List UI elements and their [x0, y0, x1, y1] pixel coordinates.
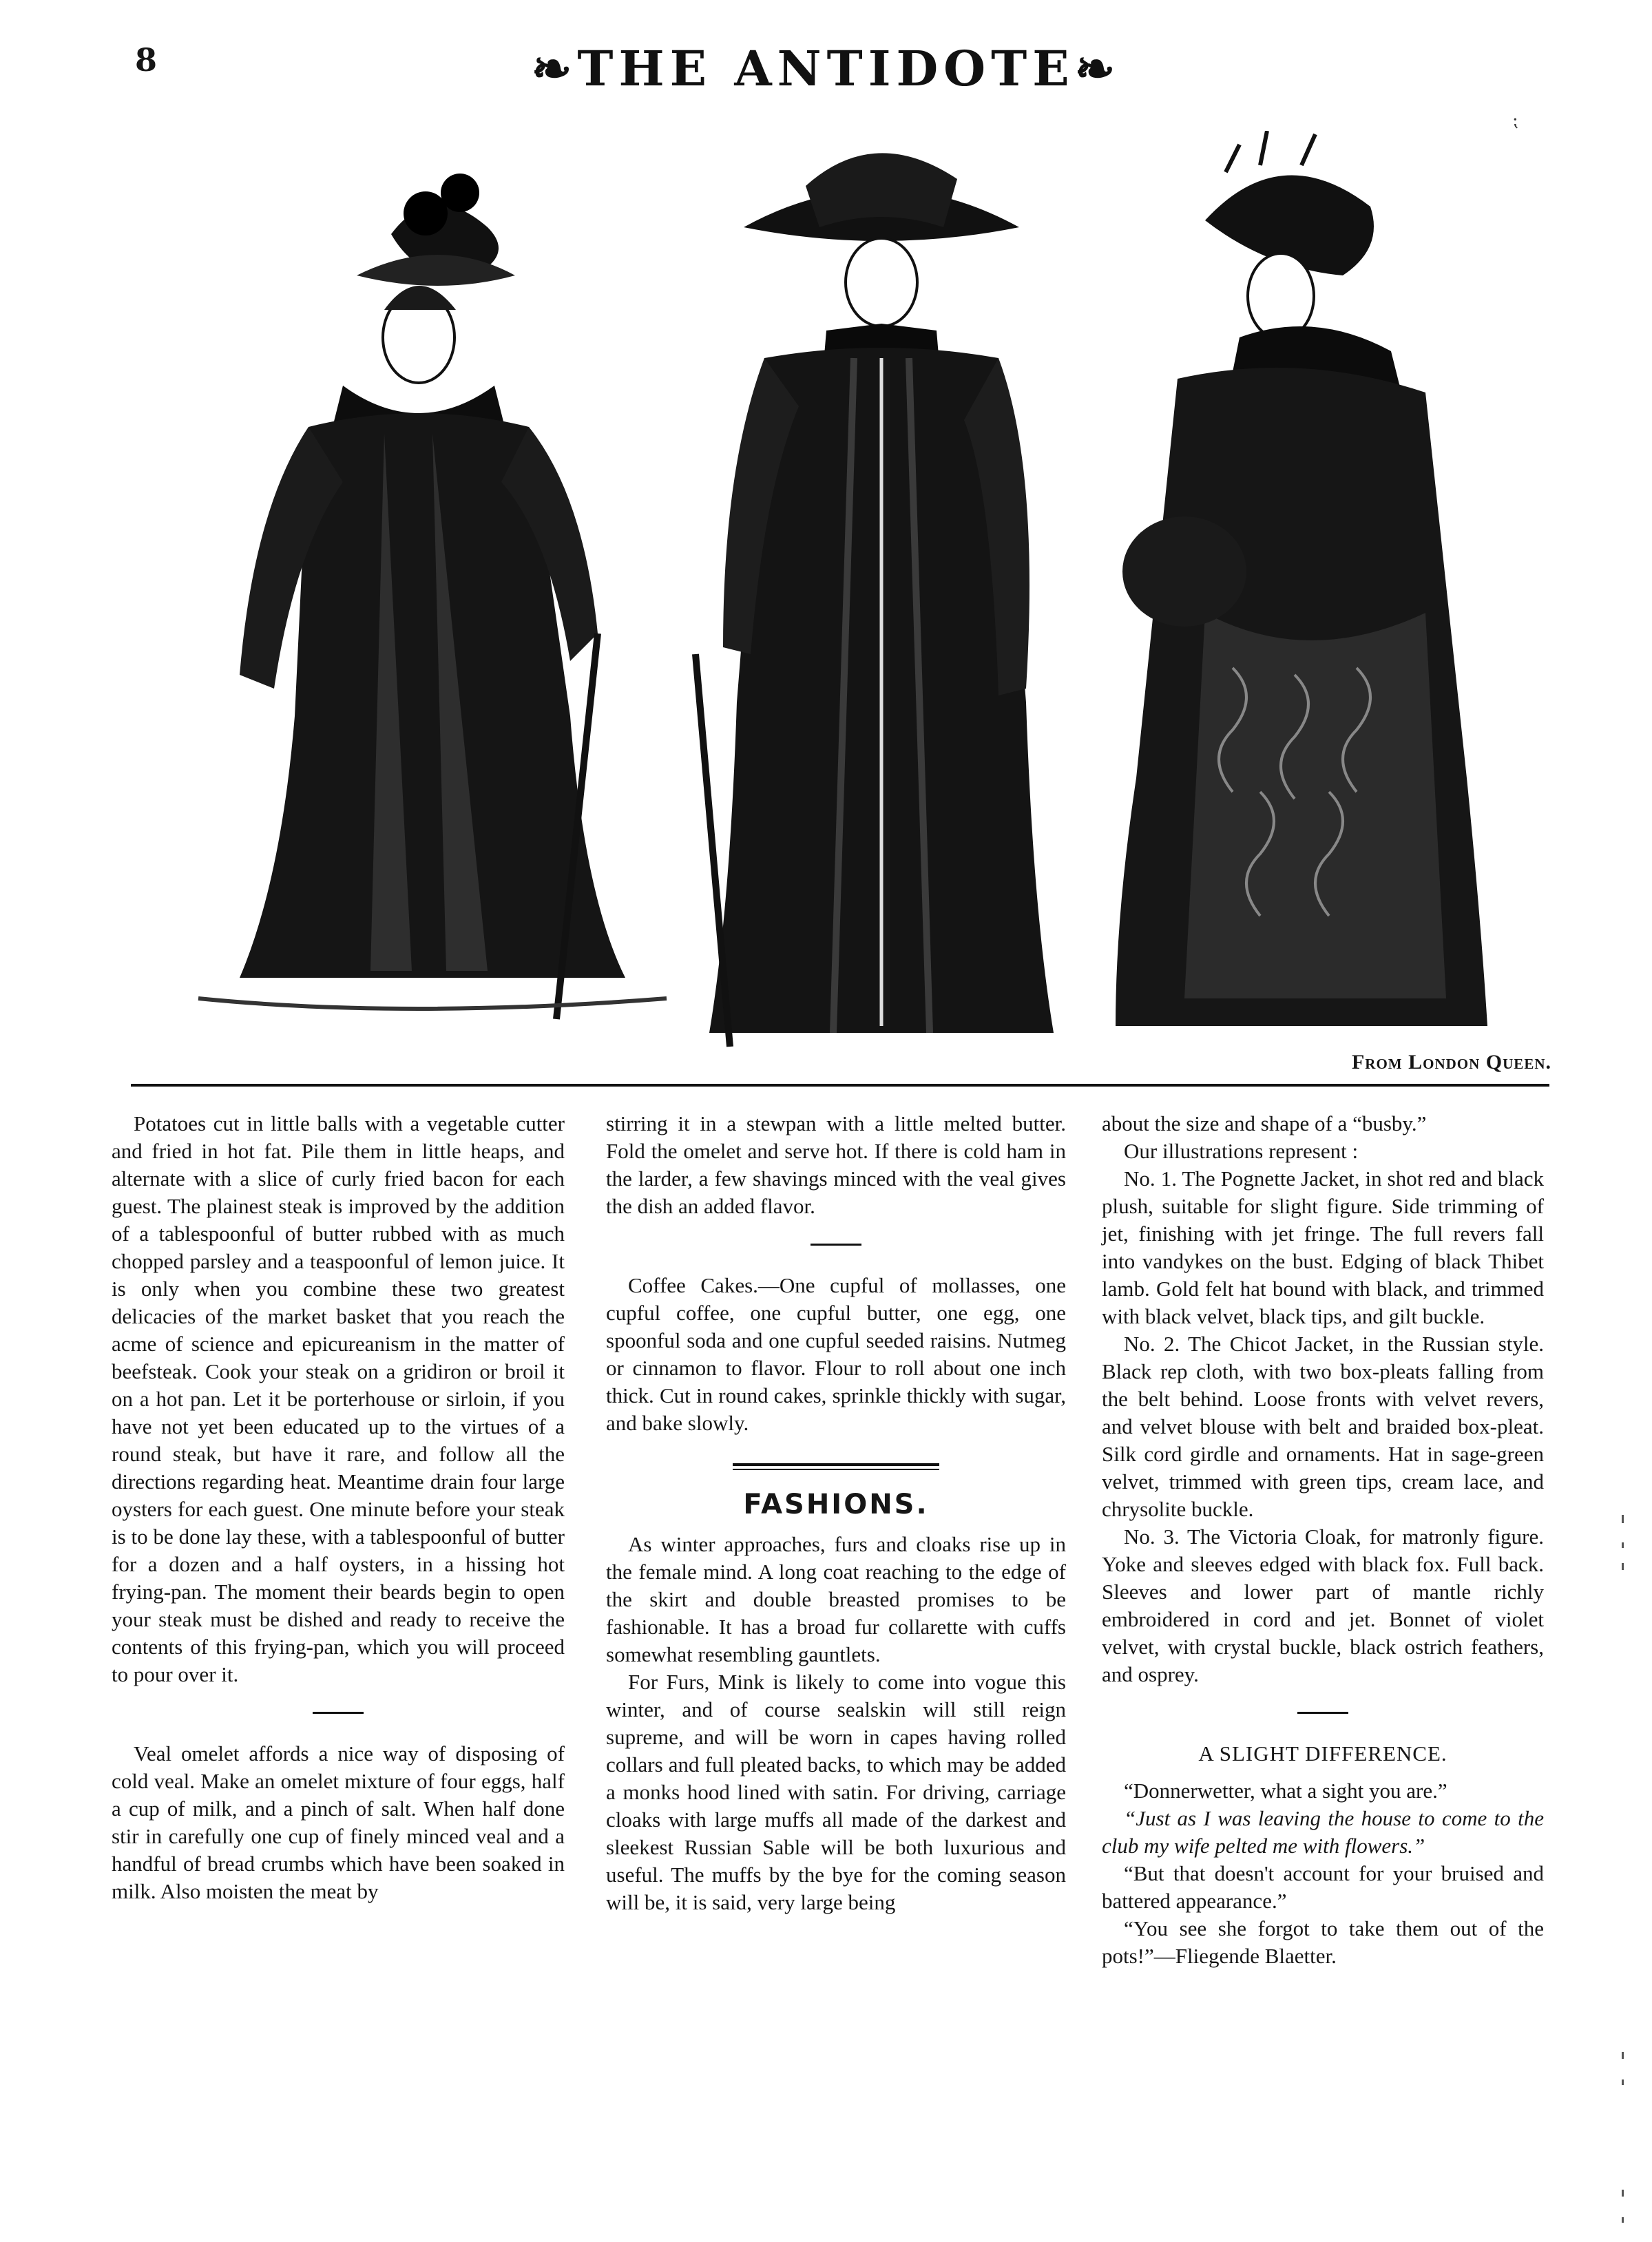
text-column-3	[1102, 1110, 1544, 1970]
paragraph-pognette-jacket: No. 1. The Pognette Jacket, in shot red and black plush, suitable for slight figure. Side trimming of jet, finishing with jet fringe. The full revers fall into vandykes on the bust. Edging of black Thibet lamb. Gold felt hat bound with black, and trimmed with black velvet, black tips, and gilt buckle.	[1102, 1166, 1544, 1328]
section-divider	[1297, 1712, 1348, 1714]
horizontal-rule	[131, 1084, 1549, 1087]
fashions-heading: FASHIONS.	[743, 1489, 929, 1520]
quote-wife-flowers: “Just as I was leaving the house to come to the club my wife pelted me with flowers.”	[1102, 1806, 1544, 1858]
victoria-cloak-figure	[1102, 131, 1487, 1033]
russian-style-jacket-figure	[689, 131, 1074, 1054]
quote-donnerwetter: “Donnerwetter, what a sight you are.”	[1124, 1779, 1447, 1803]
paragraph-veal-omelet: Veal omelet affords a nice way of disposing of cold veal. Make an omelet mixture of four eggs, half a cup of milk, and a pinch of salt. When half done stir in carefully one cup of finely minced veal and a handful of bread crumbs which have been soaked in milk. Also moisten the meat by	[112, 1741, 565, 1903]
paragraph-chicot-jacket: No. 2. The Chicot Jacket, in the Russian style. Black rep cloth, with two box-pleats falling from the belt behind. Loose fronts with velvet revers, and velvet blouse with belt and braided box-pleat. Silk cord girdle and ornaments. Hat in sage-green velvet, trimmed with green tips, cream lace, and chrysolite buckle.	[1102, 1332, 1544, 1521]
quote-pots: “You see she forgot to take them out of the pots!”—Fliegende Blaetter.	[1102, 1916, 1544, 1968]
paragraph-victoria-cloak: No. 3. The Victoria Cloak, for matronly figure. Yoke and sleeves edged with black fox. Full back. Sleeves and lower part of mantle richly embroidered in cord and jet. Bonnet of violet velvet, with crystal buckle, black ostrich feathers, and osprey.	[1102, 1525, 1544, 1686]
text-column-2	[606, 1110, 1066, 1916]
paragraph-furs: For Furs, Mink is likely to come into vogue this winter, and of course sealskin will still reign supreme, and will be worn in capes having rolled collars and full pleated backs, to which may be added a monks hood lined with satin. For driving, carriage cloaks with large muffs all made of the darkest and sleekest Russian Sable will be both luxurious and useful. The muffs by the bye for the coming season will be, it is said, very large being	[606, 1670, 1066, 1914]
paragraph-busby: about the size and shape of a “busby.”	[1102, 1111, 1427, 1135]
section-divider	[313, 1712, 364, 1714]
paragraph-winter-fashion: As winter approaches, furs and cloaks rise up in the female mind. A long coat reaching to the edge of the skirt and double breasted promises to be fashionable. It has a broad fur collarette with cuffs somewhat resembling gauntlets.	[606, 1532, 1066, 1666]
double-rule-divider	[733, 1463, 939, 1470]
paragraph-omelet-continued: stirring it in a stewpan with a little melted butter. Fold the omelet and serve hot. If there is cold ham in the larder, a few shavings minced with the veal gives the dish an added flavor.	[606, 1111, 1066, 1218]
page-number: 8	[135, 41, 158, 78]
masthead-title: ❧THE ANTIDOTE❧	[531, 40, 1121, 97]
margin-specks	[1620, 1515, 1627, 2238]
corner-speck: ⁏	[1512, 110, 1518, 131]
quote-bruised: “But that doesn't account for your bruised and battered appearance.”	[1102, 1861, 1544, 1913]
paragraph-coffee-cakes: Coffee Cakes.—One cupful of mollasses, one cupful coffee, one cupful butter, one egg, one spoonful soda and one cupful seeded raisins. Nutmeg or cinnamon to flavor. Flour to roll about one inch thick. Cut in round cakes, sprinkle thickly with sugar, and bake slowly.	[606, 1273, 1066, 1435]
illustration-credit: From London Queen.	[1351, 1051, 1551, 1073]
paragraph-illustrations-intro: Our illustrations represent :	[1124, 1139, 1359, 1163]
paragraph-steak: Potatoes cut in little balls with a vegetable cutter and fried in hot fat. Pile them in little heaps, and alternate with a slice of curly fried bacon for each guest. The plainest steak is improved by the addition of a tablespoonful of butter rubbed with as much chopped parsley and a teaspoonful of lemon juice. It is only when you combine these two greatest delicacies of the market basket that you reach the acme of science and epicureanism in the matter of beefsteak. Cook your steak on a gridiron or broil it on a hot pan. Let it be porterhouse or sirloin, if you have not yet been educated up to the virtues of a round steak, but have it rare, and follow all the directions regarding heat. Meantime drain four large oysters for each guest. One minute before your steak is to be done lay these, with a tablespoonful of butter for a dozen and a half oysters, in a hissing hot frying-pan. The moment their beards begin to open your steak must be dished and ready to receive the contents of this frying-pan, which you will proceed to pour over it.	[112, 1111, 565, 1686]
section-divider	[811, 1244, 861, 1246]
fur-trimmed-jacket-figure	[185, 131, 680, 1033]
text-column-1	[112, 1110, 565, 1905]
slight-difference-heading: A SLIGHT DIFFERENCE.	[1198, 1741, 1447, 1766]
